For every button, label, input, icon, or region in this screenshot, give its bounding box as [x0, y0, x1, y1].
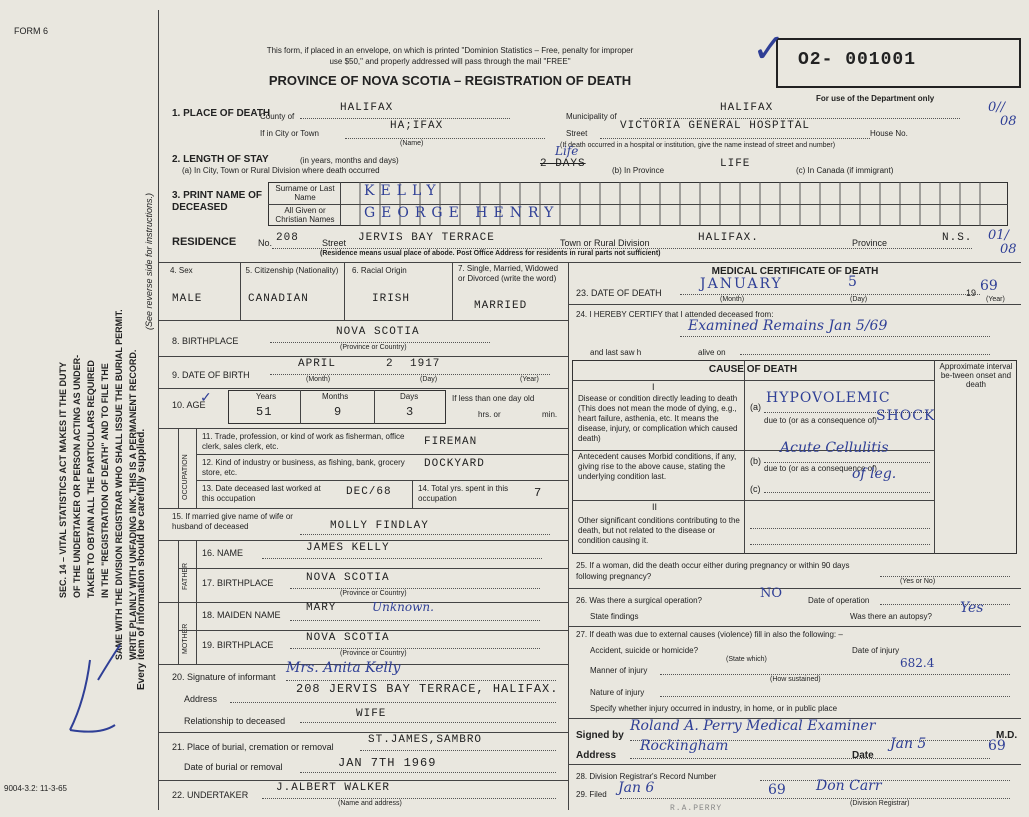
- stay-province-label: (b) In Province: [612, 166, 665, 175]
- residence-street-label: Street: [322, 238, 347, 248]
- mail-notice-2: use $50," and properly addressed will pass through the mail "FREE": [329, 57, 571, 66]
- classification-code: 682.4: [900, 656, 935, 670]
- undertaker-value: J.ALBERT WALKER: [276, 782, 391, 794]
- mail-notice-1: This form, if placed in an envelope, on which is printed "Dominion Statistics – Free, penalty for improper: [266, 46, 634, 55]
- findings-label: State findings: [590, 612, 639, 621]
- accident-label: Accident, suicide or homicide?: [590, 646, 699, 655]
- dob-label: 9. DATE OF BIRTH: [172, 370, 250, 380]
- residence-province: N.S.: [942, 232, 973, 244]
- age-days-label: Days: [400, 392, 419, 401]
- marital-label: 7. Single, Married, Widowed or Divorced (write the word): [458, 264, 559, 283]
- dob-year: 1917: [410, 358, 441, 370]
- signed-by-hand: Roland A. Perry Medical Examiner: [630, 718, 876, 734]
- stay-city-value: 2 DAYS: [540, 158, 586, 170]
- cause-a-hand: HYPOVOLEMIC: [766, 390, 891, 406]
- operation-date-label: Date of operation: [808, 596, 870, 605]
- filed-hand: Jan 6: [618, 780, 655, 796]
- residence-town: HALIFAX.: [698, 232, 759, 244]
- trade-value: FIREMAN: [424, 436, 478, 448]
- form-code: 9004-3.2: 11-3-65: [4, 784, 68, 793]
- registrar-signature: Don Carr: [816, 778, 882, 794]
- reg-number: O2- 001001: [798, 50, 917, 70]
- undertaker-label: 22. UNDERTAKER: [172, 790, 249, 800]
- side-instruction-2: OF THE UNDERTAKER OR PERSON ACTING AS UNDER-: [72, 354, 82, 598]
- yes-no-hint: (Yes or No): [900, 578, 936, 585]
- top-section-divider: [158, 262, 1021, 263]
- form-title: PROVINCE OF NOVA SCOTIA – REGISTRATION OF DEATH: [268, 73, 632, 88]
- center-divider: [568, 262, 569, 810]
- cause-b-mark: (b): [750, 456, 761, 466]
- given-names-value: GEORGE HENRY: [364, 205, 560, 221]
- pregnancy-label: 25. If a woman, did the death occur either during pregnancy or within 90 days following pregnancy?: [576, 561, 850, 581]
- injury-date-label: Date of injury: [852, 646, 900, 655]
- manner-label: Manner of injury: [590, 666, 648, 675]
- dept-code-2: 08: [1000, 114, 1017, 129]
- registrar-typed-name: R.A.PERRY: [670, 804, 723, 813]
- signed-date-year: 69: [988, 738, 1006, 754]
- due-to-a-hand: SHOCK: [876, 408, 936, 424]
- signed-date-label: Date: [852, 750, 874, 761]
- burial-place-label: 21. Place of burial, cremation or removal: [172, 742, 334, 752]
- racial-origin-value: IRISH: [372, 293, 411, 305]
- medical-cert-title: MEDICAL CERTIFICATE OF DEATH: [711, 266, 879, 277]
- dob-day-hint: (Day): [420, 376, 438, 383]
- residence-street: JERVIS BAY TERRACE: [358, 232, 495, 244]
- alive-on-label: alive on: [698, 348, 726, 357]
- mother-birthplace-value: NOVA SCOTIA: [306, 632, 390, 644]
- residence-town-label: Town or Rural Division: [560, 238, 650, 248]
- dod-day-hint: (Day): [850, 296, 868, 303]
- mother-side-label: MOTHER: [182, 623, 189, 654]
- citizenship-label: 5. Citizenship (Nationality): [245, 266, 339, 275]
- dod-year-hint: (Year): [986, 296, 1005, 303]
- how-sustained-hint: (How sustained): [770, 676, 821, 683]
- md-label: M.D.: [996, 730, 1018, 741]
- given-names-label: All Given or Christian Names: [275, 206, 335, 224]
- dob-month: APRIL: [298, 358, 337, 370]
- side-instruction-4: IN THE "REGISTRATION OF DEATH" AND TO FILE THE: [100, 363, 110, 598]
- stay-province-value: LIFE: [720, 158, 751, 170]
- hospital-note: (If death occurred in a hospital or institution, give the name instead of street and number): [560, 142, 836, 149]
- residence-label: RESIDENCE: [172, 236, 237, 248]
- industry-label: 12. Kind of industry or business, as fishing, bank, grocery store, etc.: [202, 458, 405, 477]
- mother-birthplace-label: 19. BIRTHPLACE: [202, 640, 274, 650]
- father-birthplace-label: 17. BIRTHPLACE: [202, 578, 274, 588]
- father-side-label: FATHER: [182, 562, 189, 590]
- state-which-hint: (State which): [726, 656, 767, 663]
- part-1-label: I: [652, 382, 655, 392]
- age-years-label: Years: [256, 392, 277, 401]
- cause-title: CAUSE OF DEATH: [708, 364, 798, 375]
- other-conditions-label: Other significant conditions contributing to the death, but not related to the disease or condition causing it.: [578, 516, 740, 545]
- trade-label: 11. Trade, profession, or kind of work as fisherman, office clerk, sales clerk, etc.: [202, 432, 405, 451]
- mother-birthplace-sub: (Province or Country): [340, 650, 407, 657]
- dod-label: 23. DATE OF DEATH: [576, 288, 662, 298]
- filed-year: 69: [768, 782, 786, 798]
- stay-city-correction: Life: [555, 144, 579, 158]
- informant-signature: Mrs. Anita Kelly: [286, 660, 401, 676]
- due-to-a-label: due to (or as a consequence of): [764, 416, 877, 425]
- city-name-hint: (Name): [400, 140, 424, 147]
- reg-number-box: [776, 38, 1021, 88]
- street-value: VICTORIA GENERAL HOSPITAL: [620, 120, 811, 132]
- total-years-value: 7: [534, 486, 543, 500]
- informant-address: 208 JERVIS BAY TERRACE, HALIFAX.: [296, 682, 559, 696]
- racial-origin-label: 6. Racial Origin: [352, 266, 407, 275]
- external-causes-label: 27. If death was due to external causes (violence) fill in also the following: –: [576, 630, 843, 639]
- dod-year-prefix: 19: [966, 288, 977, 298]
- marital-value: MARRIED: [474, 300, 528, 312]
- immediate-cause-label: Disease or condition directly leading to death (This does not mean the mode of dying, e.g., heart failure, asthenia, etc. It means the disease, injury, or complication which caused death): [578, 394, 738, 443]
- residence-note: (Residence means usual place of abode. Post Office Address for residents in rural parts not sufficient): [320, 250, 661, 257]
- side-instruction-7: Every item of information should be carefully supplied.: [136, 428, 147, 690]
- min-label: min.: [542, 410, 558, 419]
- registrar-sub: (Division Registrar): [850, 800, 910, 807]
- length-of-stay-label: 2. LENGTH OF STAY: [172, 154, 269, 165]
- age-days-value: 3: [406, 405, 415, 419]
- cause-b-hand: Acute Cellulitis: [780, 440, 889, 456]
- undertaker-sub: (Name and address): [338, 800, 402, 807]
- citizenship-value: CANADIAN: [248, 293, 309, 305]
- sex-value: MALE: [172, 293, 203, 305]
- county-value: HALIFAX: [340, 102, 394, 114]
- interval-label: Approximate interval be-tween onset and death: [939, 362, 1013, 389]
- house-label: House No.: [870, 129, 908, 138]
- surgery-label: 26. Was there a surgical operation?: [576, 596, 702, 605]
- stay-canada-label: (c) In Canada (if immigrant): [796, 166, 894, 175]
- autopsy-label: Was there an autopsy?: [850, 612, 932, 621]
- relationship-value: WIFE: [356, 708, 387, 720]
- side-instruction-1: SEC. 14 – VITAL STATISTICS ACT MAKES IT THE DUTY: [58, 361, 68, 598]
- signer-address-hand: Rockingham: [640, 738, 729, 754]
- father-birthplace-value: NOVA SCOTIA: [306, 572, 390, 584]
- nature-label: Nature of injury: [590, 688, 645, 697]
- father-name-value: JAMES KELLY: [306, 542, 390, 554]
- dod-day: 5: [848, 274, 857, 290]
- age-label: 10. AGE: [172, 400, 206, 410]
- handwritten-mark: [60, 640, 130, 750]
- record-number-label: 28. Division Registrar's Record Number: [576, 772, 717, 781]
- spouse-value: MOLLY FINDLAY: [330, 520, 429, 532]
- cause-c-mark: (c): [750, 484, 761, 494]
- occupation-side-label: OCCUPATION: [182, 454, 189, 500]
- mother-name-label: 18. MAIDEN NAME: [202, 610, 281, 620]
- side-instruction-6: WRITE PLAINLY WITH UNFADING INK. THIS IS A PERMANENT RECORD.: [128, 349, 138, 660]
- residence-no: 208: [276, 232, 299, 244]
- dob-day: 2: [386, 358, 394, 370]
- surname-value: KELLY: [364, 183, 442, 199]
- burial-date-value: JAN 7TH 1969: [338, 756, 437, 770]
- dept-code-1: 0//: [988, 100, 1006, 115]
- left-margin-line: [158, 10, 159, 810]
- burial-date-label: Date of burial or removal: [184, 762, 283, 772]
- birthplace-value: NOVA SCOTIA: [336, 326, 420, 338]
- age-months-value: 9: [334, 405, 343, 419]
- municipality-value: HALIFAX: [720, 102, 774, 114]
- signer-address-label: Address: [576, 750, 617, 761]
- dept-code-4: 08: [1000, 242, 1017, 257]
- stay-city-label: (a) In City, Town or Rural Division where death occurred: [182, 166, 380, 175]
- less-than-day-label: If less than one day old: [452, 394, 535, 403]
- surname-label: Surname or Last Name: [275, 184, 335, 202]
- relationship-label: Relationship to deceased: [184, 716, 286, 726]
- hrs-label: hrs. or: [478, 410, 501, 419]
- certify-label: 24. I HEREBY CERTIFY that I attended deceased from:: [576, 310, 774, 319]
- surgery-value: NO: [760, 586, 783, 601]
- last-saw-label: and last saw h: [590, 348, 642, 357]
- antecedent-label: Antecedent causes Morbid conditions, if any, giving rise to the above cause, stating the underlying condition last.: [578, 452, 737, 481]
- side-instruction-3: TAKER TO OBTAIN ALL THE PARTICULARS REQUIRED: [86, 360, 96, 598]
- autopsy-value: Yes: [960, 600, 984, 616]
- check-mark: ✓: [752, 26, 786, 72]
- side-instruction-5: SAME WITH THE DIVISION REGISTRAR WHO SHALL ISSUE THE BURIAL PERMIT.: [114, 309, 124, 660]
- dod-month-hint: (Month): [720, 296, 745, 303]
- father-name-label: 16. NAME: [202, 548, 244, 558]
- dept-code-3: 01/: [988, 228, 1009, 243]
- residence-province-label: Province: [852, 238, 888, 248]
- city-label: If in City or Town: [260, 129, 319, 138]
- due-to-b-hand: of leg.: [852, 466, 897, 482]
- residence-no-label: No.: [258, 238, 273, 248]
- county-label: County of: [260, 112, 295, 121]
- informant-sig-label: 20. Signature of informant: [172, 672, 276, 682]
- last-worked-label: 13. Date deceased last worked at this occupation: [202, 484, 321, 503]
- form-number: FORM 6: [14, 26, 49, 36]
- father-birthplace-sub: (Province or Country): [340, 590, 407, 597]
- birthplace-label: 8. BIRTHPLACE: [172, 336, 239, 346]
- length-of-stay-sub: (in years, months and days): [300, 156, 399, 165]
- dod-year: 69: [980, 278, 998, 294]
- municipality-label: Municipality of: [566, 112, 617, 121]
- dod-month: JANUARY: [700, 276, 783, 292]
- street-label: Street: [566, 129, 588, 138]
- signed-date-hand: Jan 5: [890, 736, 927, 752]
- print-name-label: 3. PRINT NAME OF DECEASED: [172, 190, 263, 213]
- due-to-b-label: due to (or as a consequence of): [764, 464, 877, 473]
- birthplace-sub: (Province or Country): [340, 344, 407, 351]
- side-instruction-8: (See reverse side for instructions.): [144, 192, 154, 330]
- age-years-value: 51: [256, 405, 273, 419]
- industry-value: DOCKYARD: [424, 458, 485, 470]
- dept-use-label: For use of the Department only: [816, 94, 935, 103]
- certify-hand: Examined Remains Jan 5/69: [688, 318, 888, 334]
- mother-name-hand: Unknown.: [372, 600, 434, 614]
- filed-label: 29. Filed: [576, 790, 607, 799]
- age-months-label: Months: [322, 392, 349, 401]
- city-value: HA;IFAX: [390, 120, 444, 132]
- spouse-label: 15. If married give name of wife or husband of deceased: [172, 512, 293, 531]
- total-years-label: 14. Total yrs. spent in this occupation: [418, 484, 509, 503]
- dob-month-hint: (Month): [306, 376, 331, 383]
- specify-label: Specify whether injury occurred in industry, in home, or in public place: [590, 704, 838, 713]
- burial-place-value: ST.JAMES,SAMBRO: [368, 734, 483, 746]
- part-2-label: II: [652, 502, 658, 512]
- sex-label: 4. Sex: [170, 266, 193, 275]
- mother-name-value: MARY: [306, 602, 337, 614]
- cause-a-mark: (a): [750, 402, 761, 412]
- signed-by-label: Signed by: [576, 730, 624, 741]
- last-worked-value: DEC/68: [346, 486, 392, 498]
- dob-year-hint: (Year): [520, 376, 539, 383]
- informant-address-label: Address: [184, 694, 218, 704]
- place-of-death-label: 1. PLACE OF DEATH: [172, 108, 271, 119]
- age-check-mark: ✓: [200, 390, 212, 406]
